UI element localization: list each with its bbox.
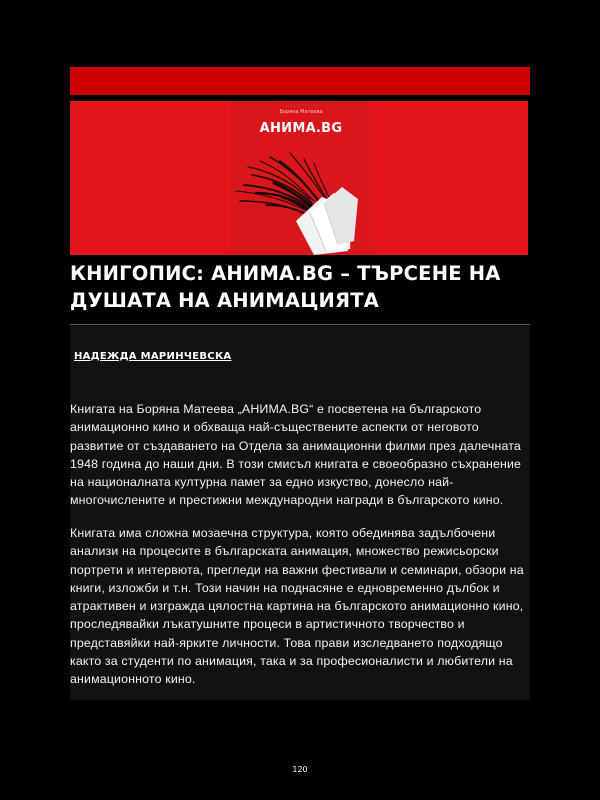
page-number: 120 bbox=[292, 765, 308, 774]
book-title: АНИМА.BG bbox=[259, 121, 343, 136]
title-divider bbox=[70, 324, 530, 325]
book-cover-image bbox=[230, 101, 372, 255]
article-body bbox=[70, 326, 530, 700]
article-author: НАДЕЖДА МАРИНЧЕВСКА bbox=[74, 351, 232, 362]
paragraph-1: Книгата на Боряна Матеева „АНИМА.BG“ е посветена на българското анимационно кино и обхваща най-съществените аспекти от неговото развитие от създаването на Отдела за анимационни филми през далечната 1948 година до наши дни. В този смисъл книгата е своеобразно съхранение на националната културна памет за едно изкуство, донесло най-многочислените и престижни международни награди в българското кино. bbox=[70, 402, 522, 508]
top-red-bar bbox=[70, 67, 530, 95]
article-title: КНИГОПИС: АНИМА.BG – ТЪРСЕНЕ НА ДУШАТА НА АНИМАЦИЯТА bbox=[70, 262, 501, 312]
paragraph-2: Книгата има сложна мозаечна структура, която обединява задълбочени анализи на процесите в българската анимация, множество режисьорски портрети и интервюта, прегледи на важни фестивали и семинари, обзори на книги, изложби и т.н. Този начин на поднасяне е едновременно дълбок и атрактивен и изгражда цялостна картина на българското анимационно кино, проследявайки лъкатушните процеси в артистичното творчество и представяйки най-ярките личности. Това прави изследването подходящо както за студенти по анимация, така и за професионалисти и любители на анимационното кино. bbox=[70, 526, 524, 687]
book-author: Боряна Матеева bbox=[279, 109, 323, 115]
cover-banner bbox=[70, 101, 528, 255]
